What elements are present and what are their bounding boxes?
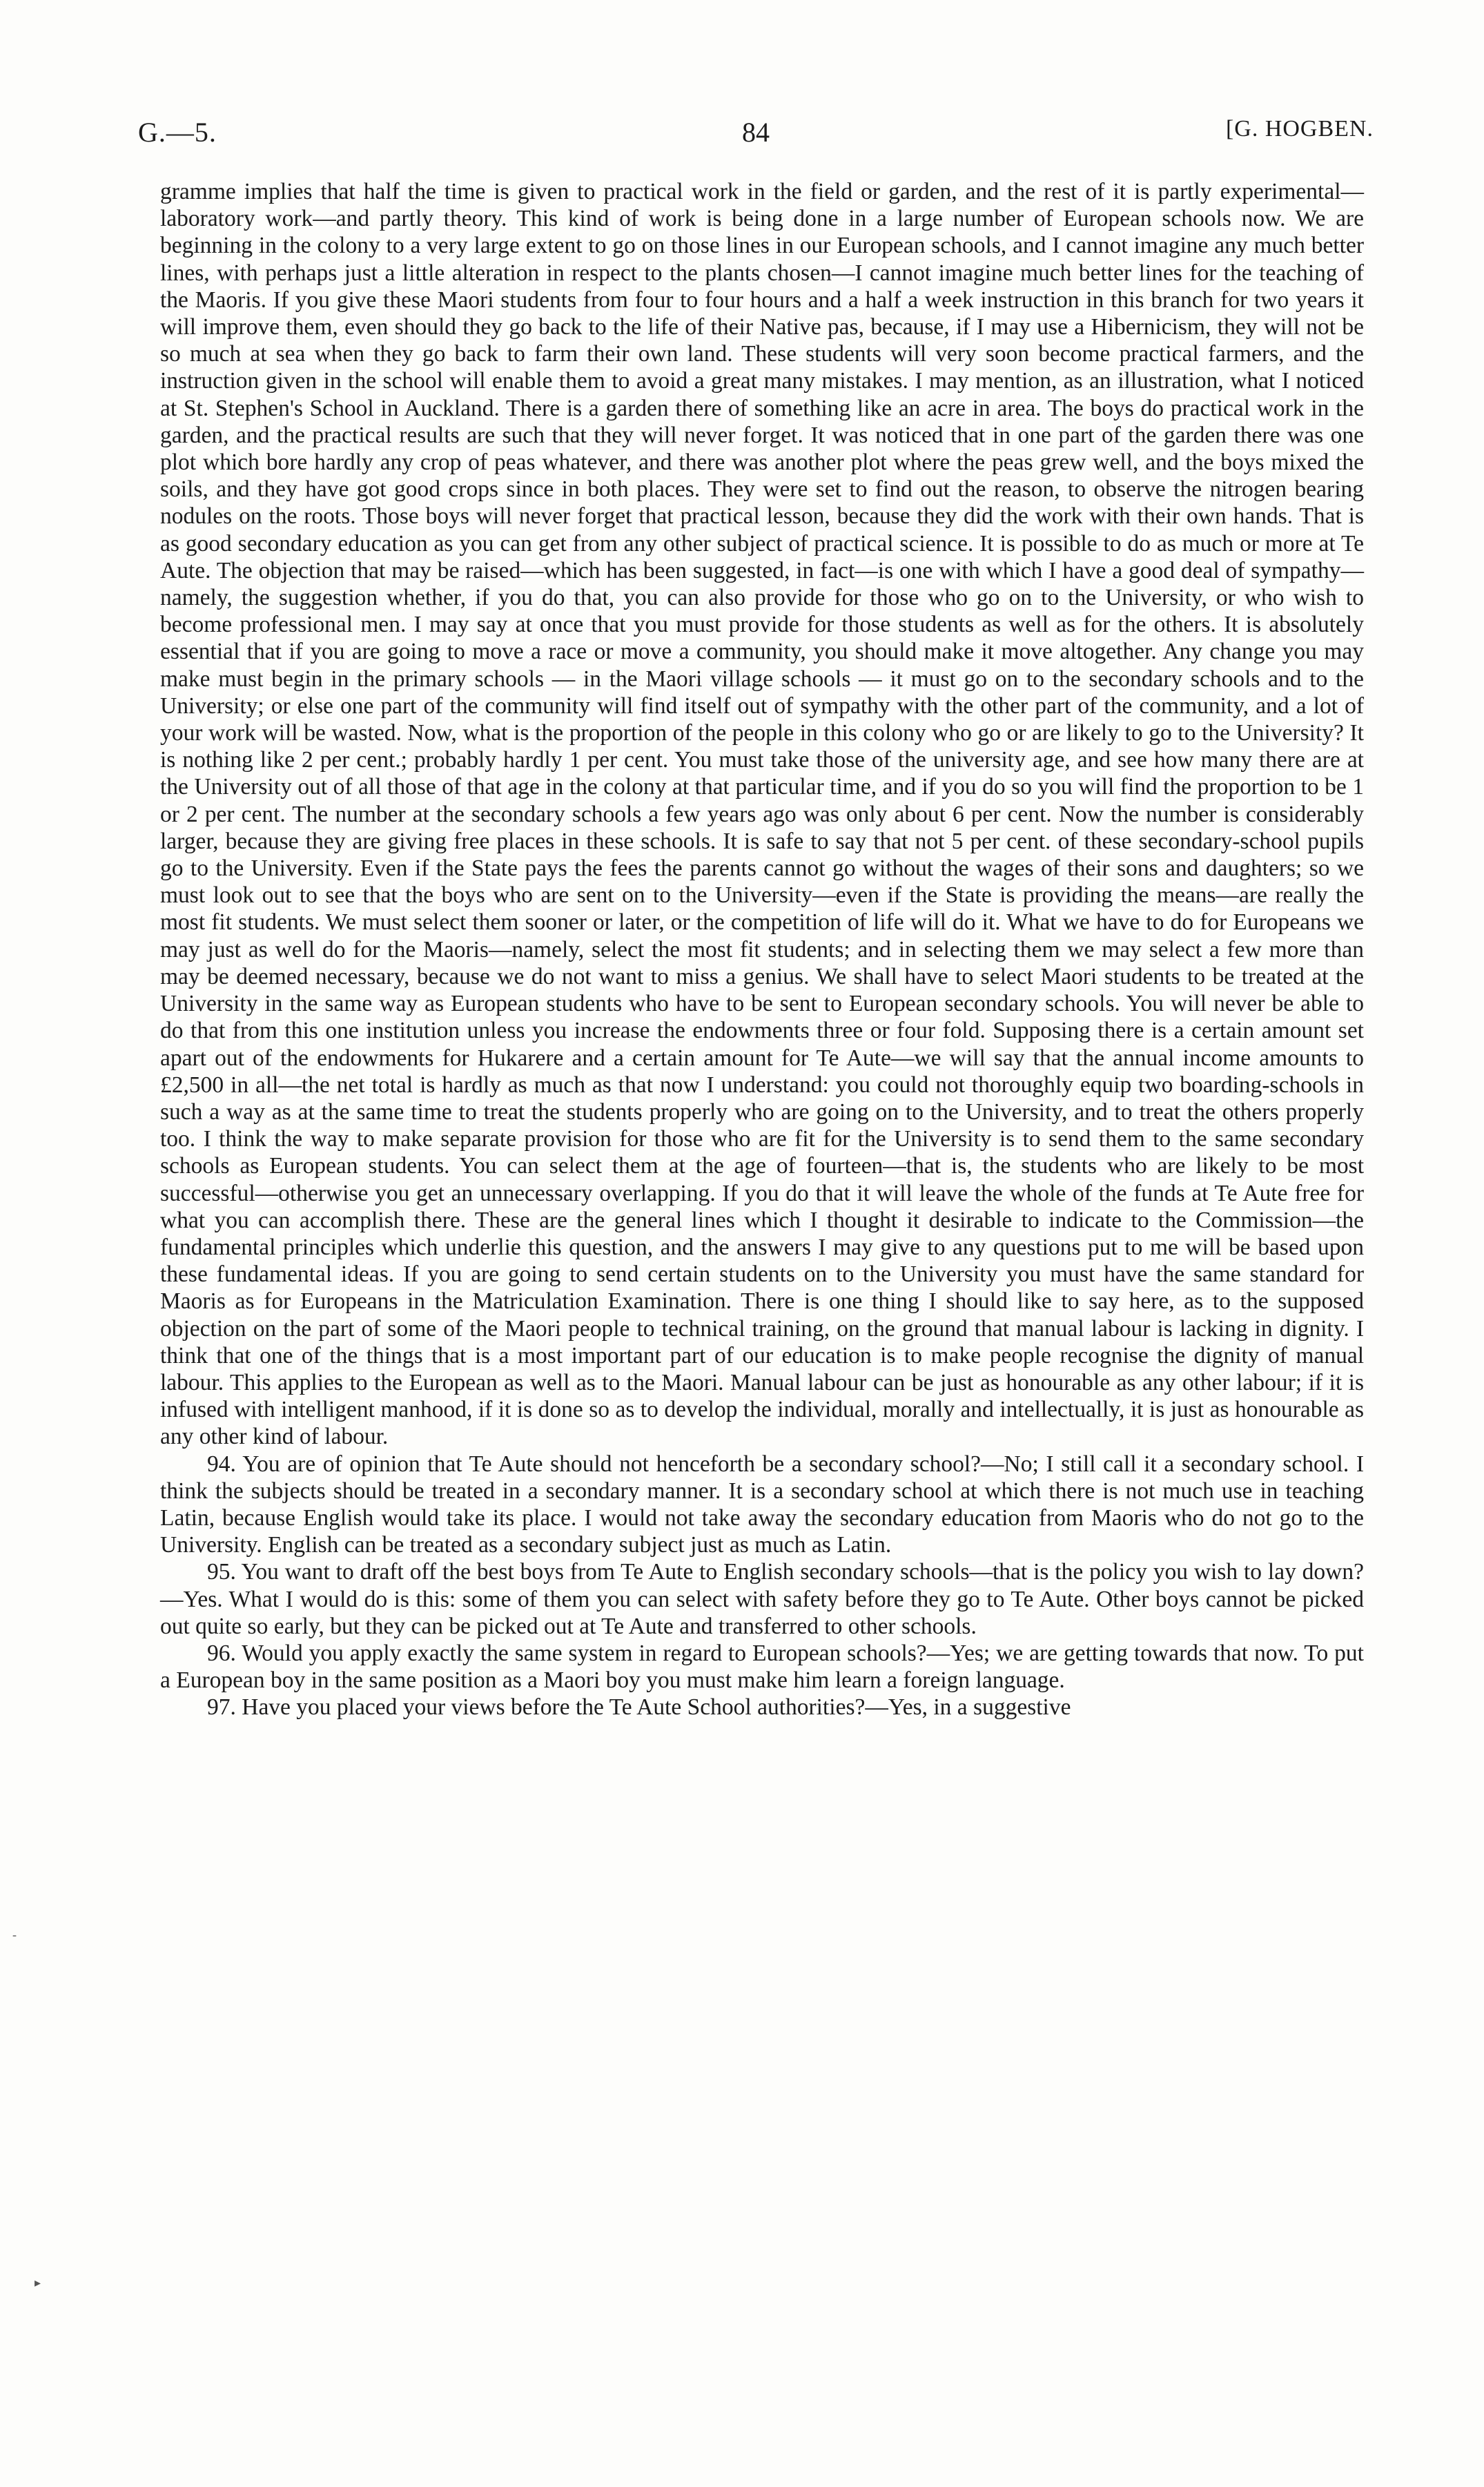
margin-mark: ▸	[35, 2276, 41, 2290]
margin-mark: -	[12, 1928, 17, 1942]
page-number: 84	[742, 117, 770, 148]
continuation-paragraph: gramme implies that half the time is given to practical work in the field or garden, and the rest of it is partly experimental—laboratory work—and partly theory. This kind of work is being done in a large number of European schools now. We are beginning in the colony to a very large extent to go on those lines in our European schools, and I cannot imagine any much better lines, with perhaps just a little alteration in respect to the plants chosen—I cannot imagine much better lines for the teaching of the Maoris. If you give these Maori students from four to four hours and a half a week instruction in this branch for two years it will improve them, even should they go back to the life of their Native pas, because, if I may use a Hibernicism, they will not be so much at sea when they go back to farm their own land. These students will very soon become practical farmers, and the instruction given in the school will enable them to avoid a great many mistakes. I may mention, as an illustration, what I noticed at St. Stephen's School in Auckland. There is a garden there of something like an acre in area. The boys do practical work in the garden, and the practical results are such that they will never forget. It was noticed that in one part of the garden there was one plot which bore hardly any crop of peas whatever, and there was another plot where the peas grew well, and the boys mixed the soils, and they have got good crops since in both places. They were set to find out the reason, to observe the nitrogen bearing nodules on the roots. Those boys will never forget that practical lesson, because they did the work with their own hands. That is as good secondary education as you can get from any other subject of practical science. It is possible to do as much or more at Te Aute. The objection that may be raised—which has been suggested, in fact—is one with which I have a good deal of sympathy—namely, the suggestion whether, if you do that, you can also provide for those who go on to the University, or who wish to become professional men. I may say at once that you must provide for those students as well as for the others. It is absolutely essential that if you are going to move a race or move a community, you should make it move altogether. Any change you may make must begin in the primary schools — in the Maori village schools — it must go on to the secondary schools and to the University; or else one part of the community will find itself out of sympathy with the other part of the community, and a lot of your work will be wasted. Now, what is the proportion of the people in this colony who go or are likely to go to the University? It is nothing like 2 per cent.; probably hardly 1 per cent. You must take those of the university age, and see how many there are at the University out of all those of that age in the colony at that particular time, and if you do so you will find the proportion to be 1 or 2 per cent. The number at the secondary schools a few years ago was only about 6 per cent. Now the number is considerably larger, because they are giving free places in these schools. It is safe to say that not 5 per cent. of these secondary-school pupils go to the University. Even if the State pays the fees the parents cannot go without the wages of their sons and daughters; so we must look out to see that the boys who are sent on to the University—even if the State is providing the means—are really the most fit students. We must select them sooner or later, or the competition of life will do it. What we have to do for Europeans we may just as well do for the Maoris—namely, select the most fit students; and in selecting them we may select a few more than may be deemed necessary, because we do not want to miss a genius. We shall have to select Maori students to be treated at the University in the same way as European students who have to be sent to European secondary schools. You will never be able to do that from this one institution unless you increase the endowments three or four fold. Supposing there is a certain amount set apart out of the endowments for Hukarere and a certain amount for Te Aute—we will say that the annual income amounts to £2,500 in all—the net total is hardly as much as that now I understand: you could not thoroughly equip two boarding-schools in such a way as at the same time to treat the students properly who are going on to the University, and to treat the others properly too. I think the way to make separate provision for those who are fit for the University is to send them to the same secondary schools as European students. You can select them at the age of fourteen—that is, the students who are likely to be most successful—otherwise you get an unnecessary overlapping. If you do that it will leave the whole of the funds at Te Aute free for what you can accomplish there. These are the general lines which I thought it desirable to indicate to the Commission—the fundamental principles which underlie this question, and the answers I may give to any questions put to me will be based upon these fundamental ideas. If you are going to send certain students on to the University you must have the same standard for Maoris as for Europeans in the Matriculation Examination. There is one thing I should like to say here, as to the supposed objection on the part of some of the Maori people to technical training, on the ground that manual labour is lacking in dignity. I think that one of the things that is a most important part of our education is to make people recognise the dignity of manual labour. This applies to the European as well as to the Maori. Manual labour can be just as honourable as any other labour; if it is infused with intelligent manhood, if it is done so as to develop the individual, morally and intellectually, it is just as honourable as any other kind of labour.	[160, 179, 1364, 1450]
question-95: 95. You want to draft off the best boys from Te Aute to English secondary schools—that is the policy you wish to lay down?—Yes. What I would do is this: some of them you can select with safety before they go to Te Aute. Other boys cannot be picked out quite so early, but they can be picked out at Te Aute and transferred to other schools.	[160, 1559, 1364, 1639]
witness-name: [G. HOGBEN.	[1225, 116, 1374, 142]
document-reference: G.—5.	[138, 117, 217, 148]
page-header	[138, 116, 1374, 157]
question-94: 94. You are of opinion that Te Aute should not henceforth be a secondary school?—No; I still call it a secondary school. I think the subjects should be treated in a secondary manner. It is a secondary school at which there is not much use in teaching Latin, because English would take its place. I would not take away the secondary education from Maoris who do not go to the University. English can be treated as a secondary subject just as much as Latin.	[160, 1451, 1364, 1558]
page-body	[160, 178, 1364, 1721]
question-96: 96. Would you apply exactly the same system in regard to European schools?—Yes; we are getting towards that now. To put a European boy in the same position as a Maori boy you must make him learn a foreign language.	[160, 1640, 1364, 1694]
question-97: 97. Have you placed your views before the Te Aute School authorities?—Yes, in a suggestive	[207, 1694, 1071, 1721]
